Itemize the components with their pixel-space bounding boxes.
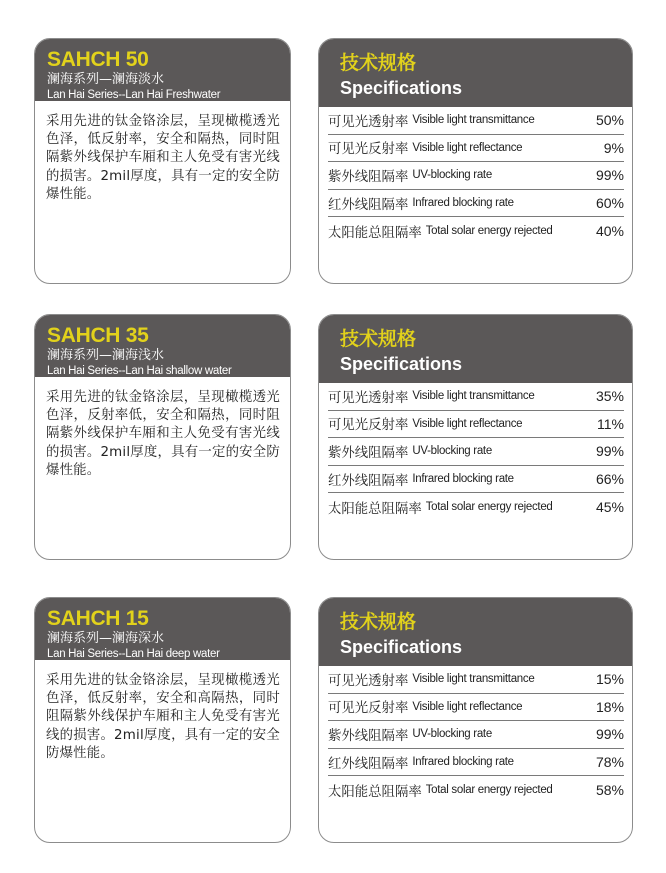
spec-label-en: Infrared blocking rate (412, 473, 514, 486)
product-name-en: Lan Hai Series--Lan Hai deep water (47, 648, 220, 660)
product-header (35, 315, 290, 377)
spec-row (328, 694, 624, 722)
product-name-cn: 澜海系列—澜海深水 (47, 631, 165, 646)
spec-value: 15% (595, 671, 624, 688)
spec-label-cn: 可见光透射率 (328, 673, 409, 689)
spec-value: 58% (595, 782, 624, 799)
spec-value: 99% (595, 167, 624, 184)
product-name-en: Lan Hai Series--Lan Hai shallow water (47, 365, 232, 377)
spec-label-cn: 红外线阻隔率 (328, 473, 409, 489)
spec-label-en: Total solar energy rejected (425, 784, 553, 797)
spec-label-en: Visible light reflectance (412, 700, 523, 713)
product-description: 采用先进的钛金铬涂层，呈现橄榄透光色泽，低反射率，安全和高隔热，同时阻隔紫外线保护车厢和主人免受有害光线的损害。2mil厚度，具有一定的安全防爆性能。 (46, 673, 280, 761)
spec-label-cn: 太阳能总阻隔率 (328, 784, 422, 800)
spec-label-cn: 红外线阻隔率 (328, 756, 409, 772)
spec-title-cn: 技术规格 (340, 328, 417, 350)
spec-title-en: Specifications (340, 354, 463, 374)
spec-title-cn: 技术规格 (340, 52, 417, 74)
spec-title-en: Specifications (340, 637, 463, 657)
spec-card-sahch-35 (318, 314, 633, 560)
spec-label-cn: 紫外线阻隔率 (328, 445, 409, 461)
spec-label-cn: 可见光反射率 (328, 142, 409, 158)
spec-label-cn: 紫外线阻隔率 (328, 728, 409, 744)
spec-label-en: Infrared blocking rate (412, 197, 514, 210)
spec-row (328, 466, 624, 494)
spec-label-cn: 红外线阻隔率 (328, 197, 409, 213)
spec-row (328, 411, 624, 439)
spec-row (328, 493, 624, 521)
spec-label-en: Total solar energy rejected (425, 501, 553, 514)
spec-label-en: Visible light transmittance (412, 390, 535, 403)
spec-label-en: UV-blocking rate (412, 445, 492, 458)
spec-header (319, 598, 632, 666)
spec-header (319, 39, 632, 107)
product-code: SAHCH 50 (47, 48, 149, 71)
product-name-cn: 澜海系列—澜海淡水 (47, 72, 165, 87)
spec-row (328, 217, 624, 245)
product-header (35, 598, 290, 660)
spec-header (319, 315, 632, 383)
spec-row (328, 438, 624, 466)
spec-label-en: Visible light transmittance (412, 673, 535, 686)
spec-label-en: Visible light reflectance (412, 141, 523, 154)
spec-card-sahch-15 (318, 597, 633, 843)
spec-title-cn: 技术规格 (340, 611, 417, 633)
product-card-sahch-15 (34, 597, 291, 843)
product-description: 采用先进的钛金铬涂层，呈现橄榄透光色泽，反射率低，安全和隔热，同时阻隔紫外线保护车厢和主人免受有害光线的损害。2mil厚度，具有一定的安全防爆性能。 (46, 390, 280, 478)
spec-row (328, 666, 624, 694)
spec-table (319, 666, 632, 804)
spec-value: 18% (595, 698, 624, 715)
spec-value: 99% (595, 726, 624, 743)
spec-label-cn: 可见光反射率 (328, 418, 409, 434)
spec-row (328, 383, 624, 411)
spec-label-en: Infrared blocking rate (412, 756, 514, 769)
spec-value: 66% (595, 471, 624, 488)
spec-card-sahch-50 (318, 38, 633, 284)
spec-value: 60% (595, 195, 624, 212)
spec-label-cn: 可见光透射率 (328, 390, 409, 406)
spec-label-cn: 可见光透射率 (328, 114, 409, 130)
spec-label-en: Total solar energy rejected (425, 225, 553, 238)
spec-value: 99% (595, 443, 624, 460)
spec-value: 9% (603, 139, 624, 156)
product-card-sahch-50 (34, 38, 291, 284)
spec-value: 11% (597, 415, 624, 432)
spec-label-cn: 太阳能总阻隔率 (328, 225, 422, 241)
spec-row (328, 162, 624, 190)
product-code: SAHCH 15 (47, 607, 149, 630)
spec-label-en: Visible light reflectance (412, 417, 523, 430)
spec-table (319, 383, 632, 521)
spec-row (328, 721, 624, 749)
spec-row (328, 135, 624, 163)
spec-value: 45% (595, 499, 624, 516)
spec-label-cn: 可见光反射率 (328, 701, 409, 717)
product-name-cn: 澜海系列—澜海浅水 (47, 348, 165, 363)
product-card-sahch-35 (34, 314, 291, 560)
spec-value: 78% (595, 754, 624, 771)
spec-row (328, 749, 624, 777)
spec-value: 50% (595, 112, 624, 129)
spec-title-en: Specifications (340, 78, 463, 98)
spec-label-en: Visible light transmittance (412, 114, 535, 127)
spec-label-cn: 紫外线阻隔率 (328, 169, 409, 185)
spec-row (328, 190, 624, 218)
spec-row (328, 776, 624, 804)
spec-label-en: UV-blocking rate (412, 728, 492, 741)
spec-table (319, 107, 632, 245)
product-description: 采用先进的钛金铬涂层，呈现橄榄透光色泽，低反射率，安全和隔热，同时阻隔紫外线保护车厢和主人免受有害光线的损害。2mil厚度，具有一定的安全防爆性能。 (46, 114, 280, 202)
spec-label-en: UV-blocking rate (412, 169, 492, 182)
product-name-en: Lan Hai Series--Lan Hai Freshwater (47, 89, 221, 101)
product-code: SAHCH 35 (47, 324, 149, 347)
spec-label-cn: 太阳能总阻隔率 (328, 501, 422, 517)
spec-value: 35% (595, 388, 624, 405)
product-header (35, 39, 290, 101)
spec-row (328, 107, 624, 135)
spec-value: 40% (595, 223, 624, 240)
